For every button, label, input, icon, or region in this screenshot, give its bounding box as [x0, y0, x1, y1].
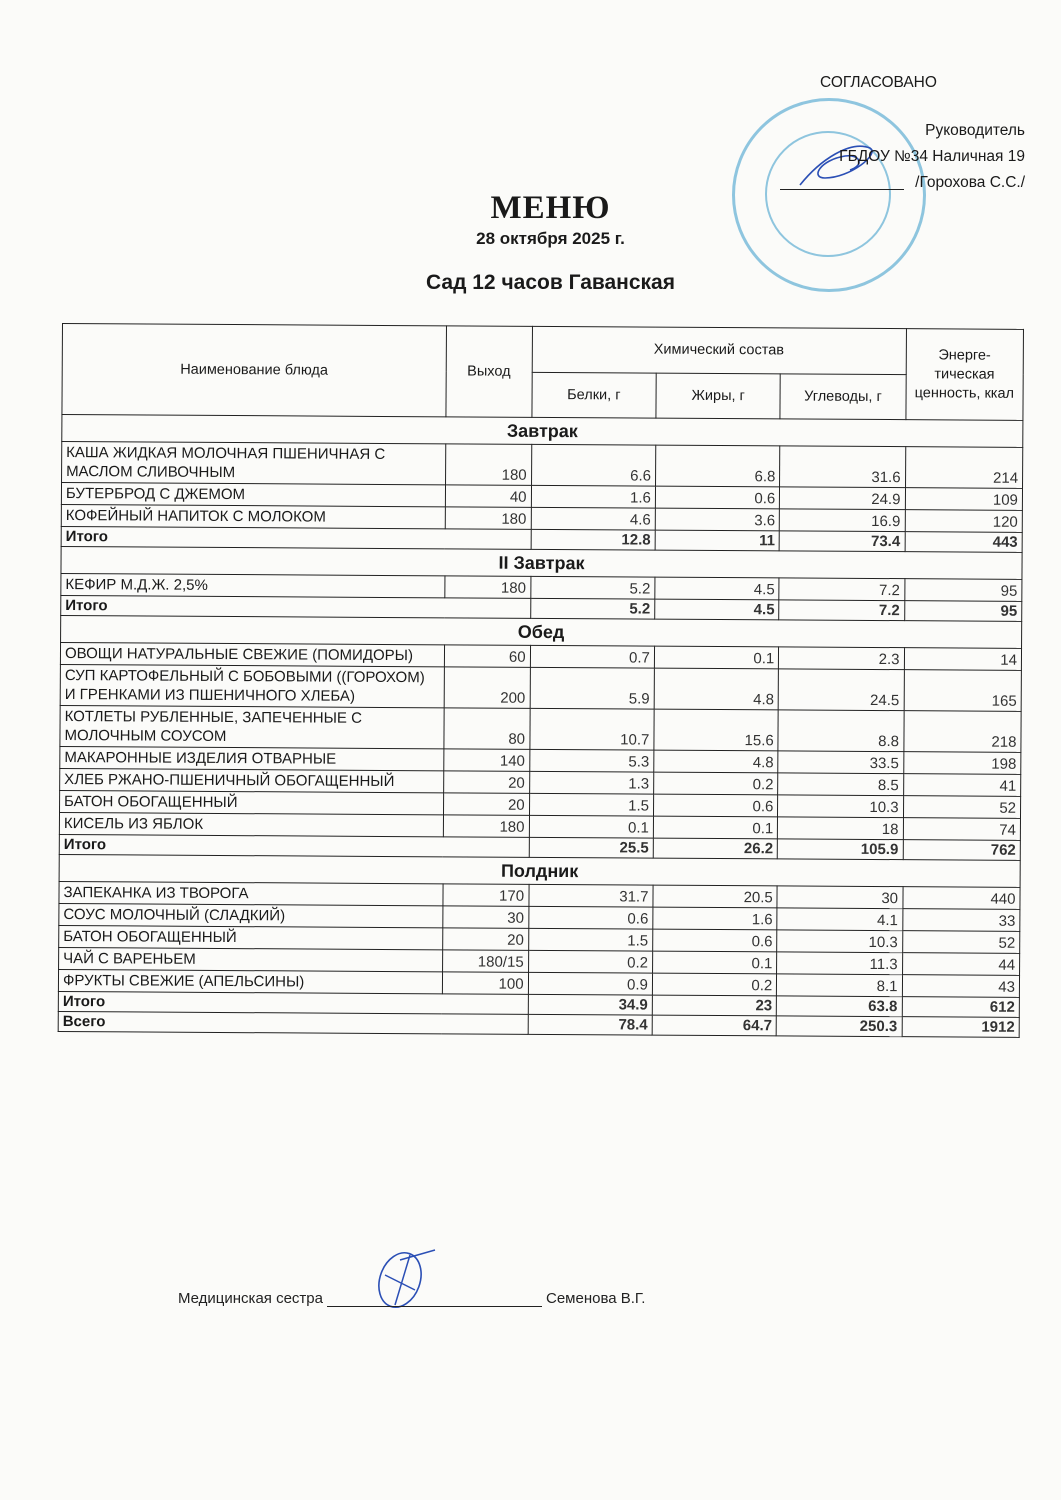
dish-energy: 43 — [902, 975, 1020, 998]
grand-total-label: Всего — [58, 1011, 528, 1034]
dish-name: СОУС МОЛОЧНЫЙ (СЛАДКИЙ) — [59, 903, 443, 927]
dish-carbs: 18 — [778, 817, 903, 840]
dish-output: 100 — [442, 972, 528, 995]
page-title: МЕНЮ — [490, 190, 611, 226]
dish-carbs: 24.5 — [778, 669, 903, 711]
subtotal-protein: 5.2 — [530, 598, 654, 619]
subtotal-protein: 12.8 — [531, 529, 655, 550]
dish-energy: 52 — [902, 931, 1020, 954]
dish-fat: 0.1 — [652, 951, 776, 974]
dish-protein: 10.7 — [529, 708, 654, 750]
dish-protein: 1.5 — [529, 793, 653, 816]
dish-protein: 1.3 — [529, 771, 653, 794]
dish-carbs: 30 — [777, 886, 902, 909]
approval-organization: ГБДОУ №34 Наличная 19 — [839, 148, 1025, 165]
dish-name: БУТЕРБРОД С ДЖЕМОМ — [61, 483, 445, 507]
grand-total-protein: 78.4 — [528, 1014, 652, 1035]
subtotal-label: Итого — [59, 834, 529, 857]
dish-fat: 4.8 — [654, 750, 778, 773]
dish-output: 30 — [443, 906, 529, 929]
subtotal-label: Итого — [61, 526, 531, 549]
subtotal-fat: 11 — [655, 530, 779, 551]
dish-fat: 6.8 — [655, 445, 780, 487]
dish-output: 200 — [444, 667, 530, 709]
dish-carbs: 8.5 — [778, 773, 903, 796]
dish-name: БАТОН ОБОГАЩЕННЫЙ — [60, 790, 444, 814]
subtotal-carbs: 73.4 — [779, 531, 904, 552]
subtotal-protein: 34.9 — [528, 994, 652, 1015]
dish-energy: 198 — [903, 752, 1021, 775]
dish-energy: 214 — [905, 447, 1023, 489]
dish-output: 180/15 — [442, 950, 528, 973]
footer-name: Семенова В.Г. — [545, 1290, 646, 1307]
table-row — [60, 705, 1021, 752]
approval-signatory: /Горохова С.С./ — [915, 174, 1025, 191]
dish-fat: 0.1 — [654, 646, 778, 669]
col-header-fat: Жиры, г — [656, 373, 781, 419]
dish-name: МАКАРОННЫЕ ИЗДЕЛИЯ ОТВАРНЫЕ — [60, 746, 444, 770]
dish-output: 20 — [442, 928, 528, 951]
dish-name: КЕФИР М.Д.Ж. 2,5% — [61, 573, 445, 597]
dish-output: 170 — [443, 884, 529, 907]
subtotal-carbs: 105.9 — [778, 839, 903, 860]
dish-output: 180 — [445, 576, 531, 599]
approval-block — [780, 70, 1025, 196]
dish-fat: 1.6 — [653, 907, 777, 930]
dish-name: ХЛЕБ РЖАНО-ПШЕНИЧНЫЙ ОБОГАЩЕННЫЙ — [60, 768, 444, 792]
section-title: Полдник — [59, 854, 1020, 887]
subtotal-fat: 4.5 — [655, 599, 779, 620]
dish-output: 40 — [445, 485, 531, 508]
col-header-protein: Белки, г — [532, 372, 657, 418]
dish-carbs: 8.1 — [777, 974, 902, 997]
subtotal-energy: 95 — [904, 601, 1022, 622]
dish-fat: 0.2 — [654, 772, 778, 795]
dish-carbs: 33.5 — [778, 751, 903, 774]
dish-protein: 1.5 — [528, 928, 652, 951]
col-header-carbs: Углеводы, г — [780, 373, 905, 419]
subtotal-label: Итого — [58, 991, 528, 1014]
footer-role: Медицинская сестра — [178, 1290, 323, 1307]
dish-fat: 0.2 — [652, 973, 776, 996]
dish-carbs: 4.1 — [777, 908, 902, 931]
dish-energy: 41 — [903, 774, 1021, 797]
dish-protein: 0.1 — [529, 815, 653, 838]
dish-carbs: 2.3 — [779, 647, 904, 670]
dish-name: СУП КАРТОФЕЛЬНЫЙ С БОБОВЫМИ ((ГОРОХОМ) И ГРЕНКАМИ ИЗ ПШЕНИЧНОГО ХЛЕБА) — [60, 664, 444, 707]
dish-name: ЧАЙ С ВАРЕНЬЕМ — [59, 947, 443, 971]
section-title: II Завтрак — [61, 546, 1022, 579]
dish-energy: 52 — [903, 796, 1021, 819]
dish-carbs: 8.8 — [778, 710, 903, 752]
dish-name: ЗАПЕКАНКА ИЗ ТВОРОГА — [59, 881, 443, 905]
dish-fat: 0.6 — [655, 486, 779, 509]
dish-protein: 6.6 — [531, 444, 656, 486]
dish-carbs: 16.9 — [780, 509, 905, 532]
dish-fat: 0.6 — [653, 929, 777, 952]
dish-name: КОТЛЕТЫ РУБЛЕННЫЕ, ЗАПЕЧЕННЫЕ С МОЛОЧНЫМ СОУСОМ — [60, 705, 444, 748]
dish-protein: 31.7 — [529, 884, 653, 907]
dish-energy: 95 — [904, 579, 1022, 602]
dish-name: КОФЕЙНЫЙ НАПИТОК С МОЛОКОМ — [61, 504, 445, 528]
grand-total-fat: 64.7 — [652, 1015, 776, 1036]
grand-total-energy: 1912 — [902, 1017, 1020, 1038]
subtotal-energy: 612 — [902, 997, 1020, 1018]
dish-protein: 4.6 — [531, 507, 655, 530]
dish-fat: 4.8 — [654, 668, 779, 710]
approval-position: Руководитель — [925, 122, 1025, 139]
dish-protein: 0.7 — [530, 645, 654, 668]
dish-carbs: 31.6 — [780, 446, 905, 488]
menu-body — [58, 415, 1023, 1038]
section-title: Обед — [61, 615, 1022, 648]
approval-title: СОГЛАСОВАНО — [820, 74, 937, 91]
dish-output: 180 — [445, 507, 531, 530]
dish-carbs: 7.2 — [779, 578, 904, 601]
dish-fat: 0.6 — [653, 794, 777, 817]
table-row — [60, 664, 1021, 711]
dish-carbs: 11.3 — [777, 952, 902, 975]
dish-name: БАТОН ОБОГАЩЕННЫЙ — [59, 925, 443, 949]
menu-date: 28 октября 2025 г. — [476, 229, 625, 248]
dish-fat: 4.5 — [655, 577, 779, 600]
table-row — [62, 442, 1023, 489]
subtotal-energy: 762 — [903, 840, 1021, 861]
dish-protein: 5.9 — [530, 667, 655, 709]
dish-protein: 5.3 — [529, 749, 653, 772]
dish-energy: 120 — [905, 510, 1023, 533]
dish-name: ФРУКТЫ СВЕЖИЕ (АПЕЛЬСИНЫ) — [58, 969, 442, 993]
dish-energy: 218 — [903, 711, 1021, 753]
dish-fat: 0.1 — [653, 816, 777, 839]
subtotal-carbs: 63.8 — [777, 996, 902, 1017]
dish-energy: 440 — [902, 887, 1020, 910]
dish-output: 80 — [444, 708, 530, 750]
subtotal-energy: 443 — [905, 532, 1023, 553]
dish-protein: 0.2 — [528, 950, 652, 973]
subtotal-label: Итого — [61, 595, 531, 618]
dish-output: 60 — [444, 645, 530, 668]
dish-output: 20 — [443, 793, 529, 816]
dish-fat: 20.5 — [653, 885, 777, 908]
dish-carbs: 24.9 — [780, 487, 905, 510]
subtotal-protein: 25.5 — [529, 837, 653, 858]
dish-energy: 109 — [905, 488, 1023, 511]
section-title: Завтрак — [62, 415, 1023, 448]
dish-protein: 0.9 — [528, 972, 652, 995]
dish-carbs: 10.3 — [778, 795, 903, 818]
col-header-energy: Энерге-тическая ценность, ккал — [905, 329, 1023, 421]
dish-output: 20 — [443, 771, 529, 794]
dish-energy: 44 — [902, 953, 1020, 976]
dish-protein: 5.2 — [530, 576, 654, 599]
signature-line — [327, 1290, 542, 1307]
dish-name: КИСЕЛЬ ИЗ ЯБЛОК — [59, 812, 443, 836]
dish-name: ОВОЩИ НАТУРАЛЬНЫЕ СВЕЖИЕ (ПОМИДОРЫ) — [60, 642, 444, 666]
dish-output: 180 — [443, 815, 529, 838]
dish-energy: 74 — [903, 818, 1021, 841]
footer — [178, 1290, 645, 1307]
dish-energy: 165 — [904, 670, 1022, 712]
dish-output: 140 — [444, 749, 530, 772]
subtotal-fat: 23 — [652, 995, 776, 1016]
dish-protein: 1.6 — [531, 485, 655, 508]
dish-fat: 3.6 — [655, 508, 779, 531]
dish-energy: 14 — [904, 648, 1022, 671]
title-block — [0, 190, 1061, 295]
menu-table — [58, 323, 1024, 1038]
dish-output: 180 — [445, 444, 531, 486]
menu-subtitle: Сад 12 часов Гаванская — [425, 271, 675, 294]
dish-protein: 0.6 — [528, 906, 652, 929]
dish-fat: 15.6 — [654, 709, 779, 751]
col-header-name: Наименование блюда — [62, 324, 446, 417]
dish-name: КАША ЖИДКАЯ МОЛОЧНАЯ ПШЕНИЧНАЯ С МАСЛОМ СЛИВОЧНЫМ — [62, 442, 446, 485]
col-header-chemical: Химический состав — [532, 326, 906, 374]
grand-total-carbs: 250.3 — [776, 1016, 901, 1037]
subtotal-carbs: 7.2 — [779, 600, 904, 621]
dish-energy: 33 — [902, 909, 1020, 932]
dish-carbs: 10.3 — [777, 930, 902, 953]
subtotal-fat: 26.2 — [653, 838, 777, 859]
col-header-output: Выход — [446, 326, 532, 418]
